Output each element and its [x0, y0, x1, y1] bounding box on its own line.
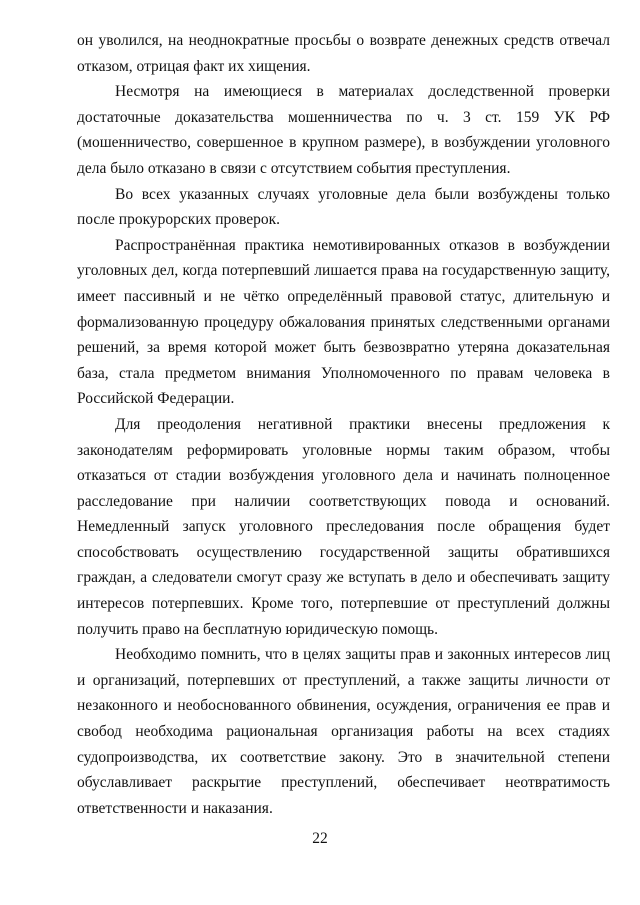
- paragraph-fraud-evidence: Несмотря на имеющиеся в материалах доследственной проверки достаточные доказательства мошенничества по ч. 3 ст. 159 УК РФ (мошенничество, совершенное в крупном размере), в возбуждении уголовного дела было отказано в связи с отсутствием события преступления.: [77, 83, 610, 177]
- body-text: [77, 28, 610, 821]
- paragraph-continuation: он уволился, на неоднократные просьбы о возврате денежных средств отвечал отказом, отрицая факт их хищения.: [77, 32, 610, 75]
- paragraph-reform-proposals: Для преодоления негативной практики внесены предложения к законодателям реформировать уголовные нормы таким образом, чтобы отказаться от стадии возбуждения уголовного дела и начинать полноценное расследование при наличии соответствующих повода и оснований. Немедленный запуск уголовного преследования после обращения будет способствовать осуществлению государственной защиты обратившихся граждан, а следователи смогут сразу же вступать в дело и обеспечивать защиту интересов потерпевших. Кроме того, потерпевшие от преступлений должны получить право на бесплатную юридическую помощь.: [77, 415, 610, 638]
- paragraph-refusal-practice: Распространённая практика немотивированных отказов в возбуждении уголовных дел, когда потерпевший лишается права на государственную защиту, имеет пассивный и не чётко определённый правовой статус, длительную и формализованную процедуру обжалования принятых следственными органами решений, за время которой может быть безвозвратно утеряна доказательная база, стала предметом внимания Уполномоченного по правам человека в Российской Федерации.: [77, 236, 610, 408]
- paragraph-prosecutor-checks: Во всех указанных случаях уголовные дела были возбуждены только после прокурорских проверок.: [77, 185, 610, 229]
- paragraph-rights-protection: Необходимо помнить, что в целях защиты прав и законных интересов лиц и организаций, потерпевших от преступлений, а также защиты личности от незаконного и необоснованного обвинения, осуждения, ограничения ее прав и свобод необходима рациональная организация работы на всех стадиях судопроизводства, их соответствие закону. Это в значительной степени обуславливает раскрытие преступлений, обеспечивает неотвратимость ответственности и наказания.: [77, 646, 610, 817]
- page-number: 22: [312, 830, 328, 847]
